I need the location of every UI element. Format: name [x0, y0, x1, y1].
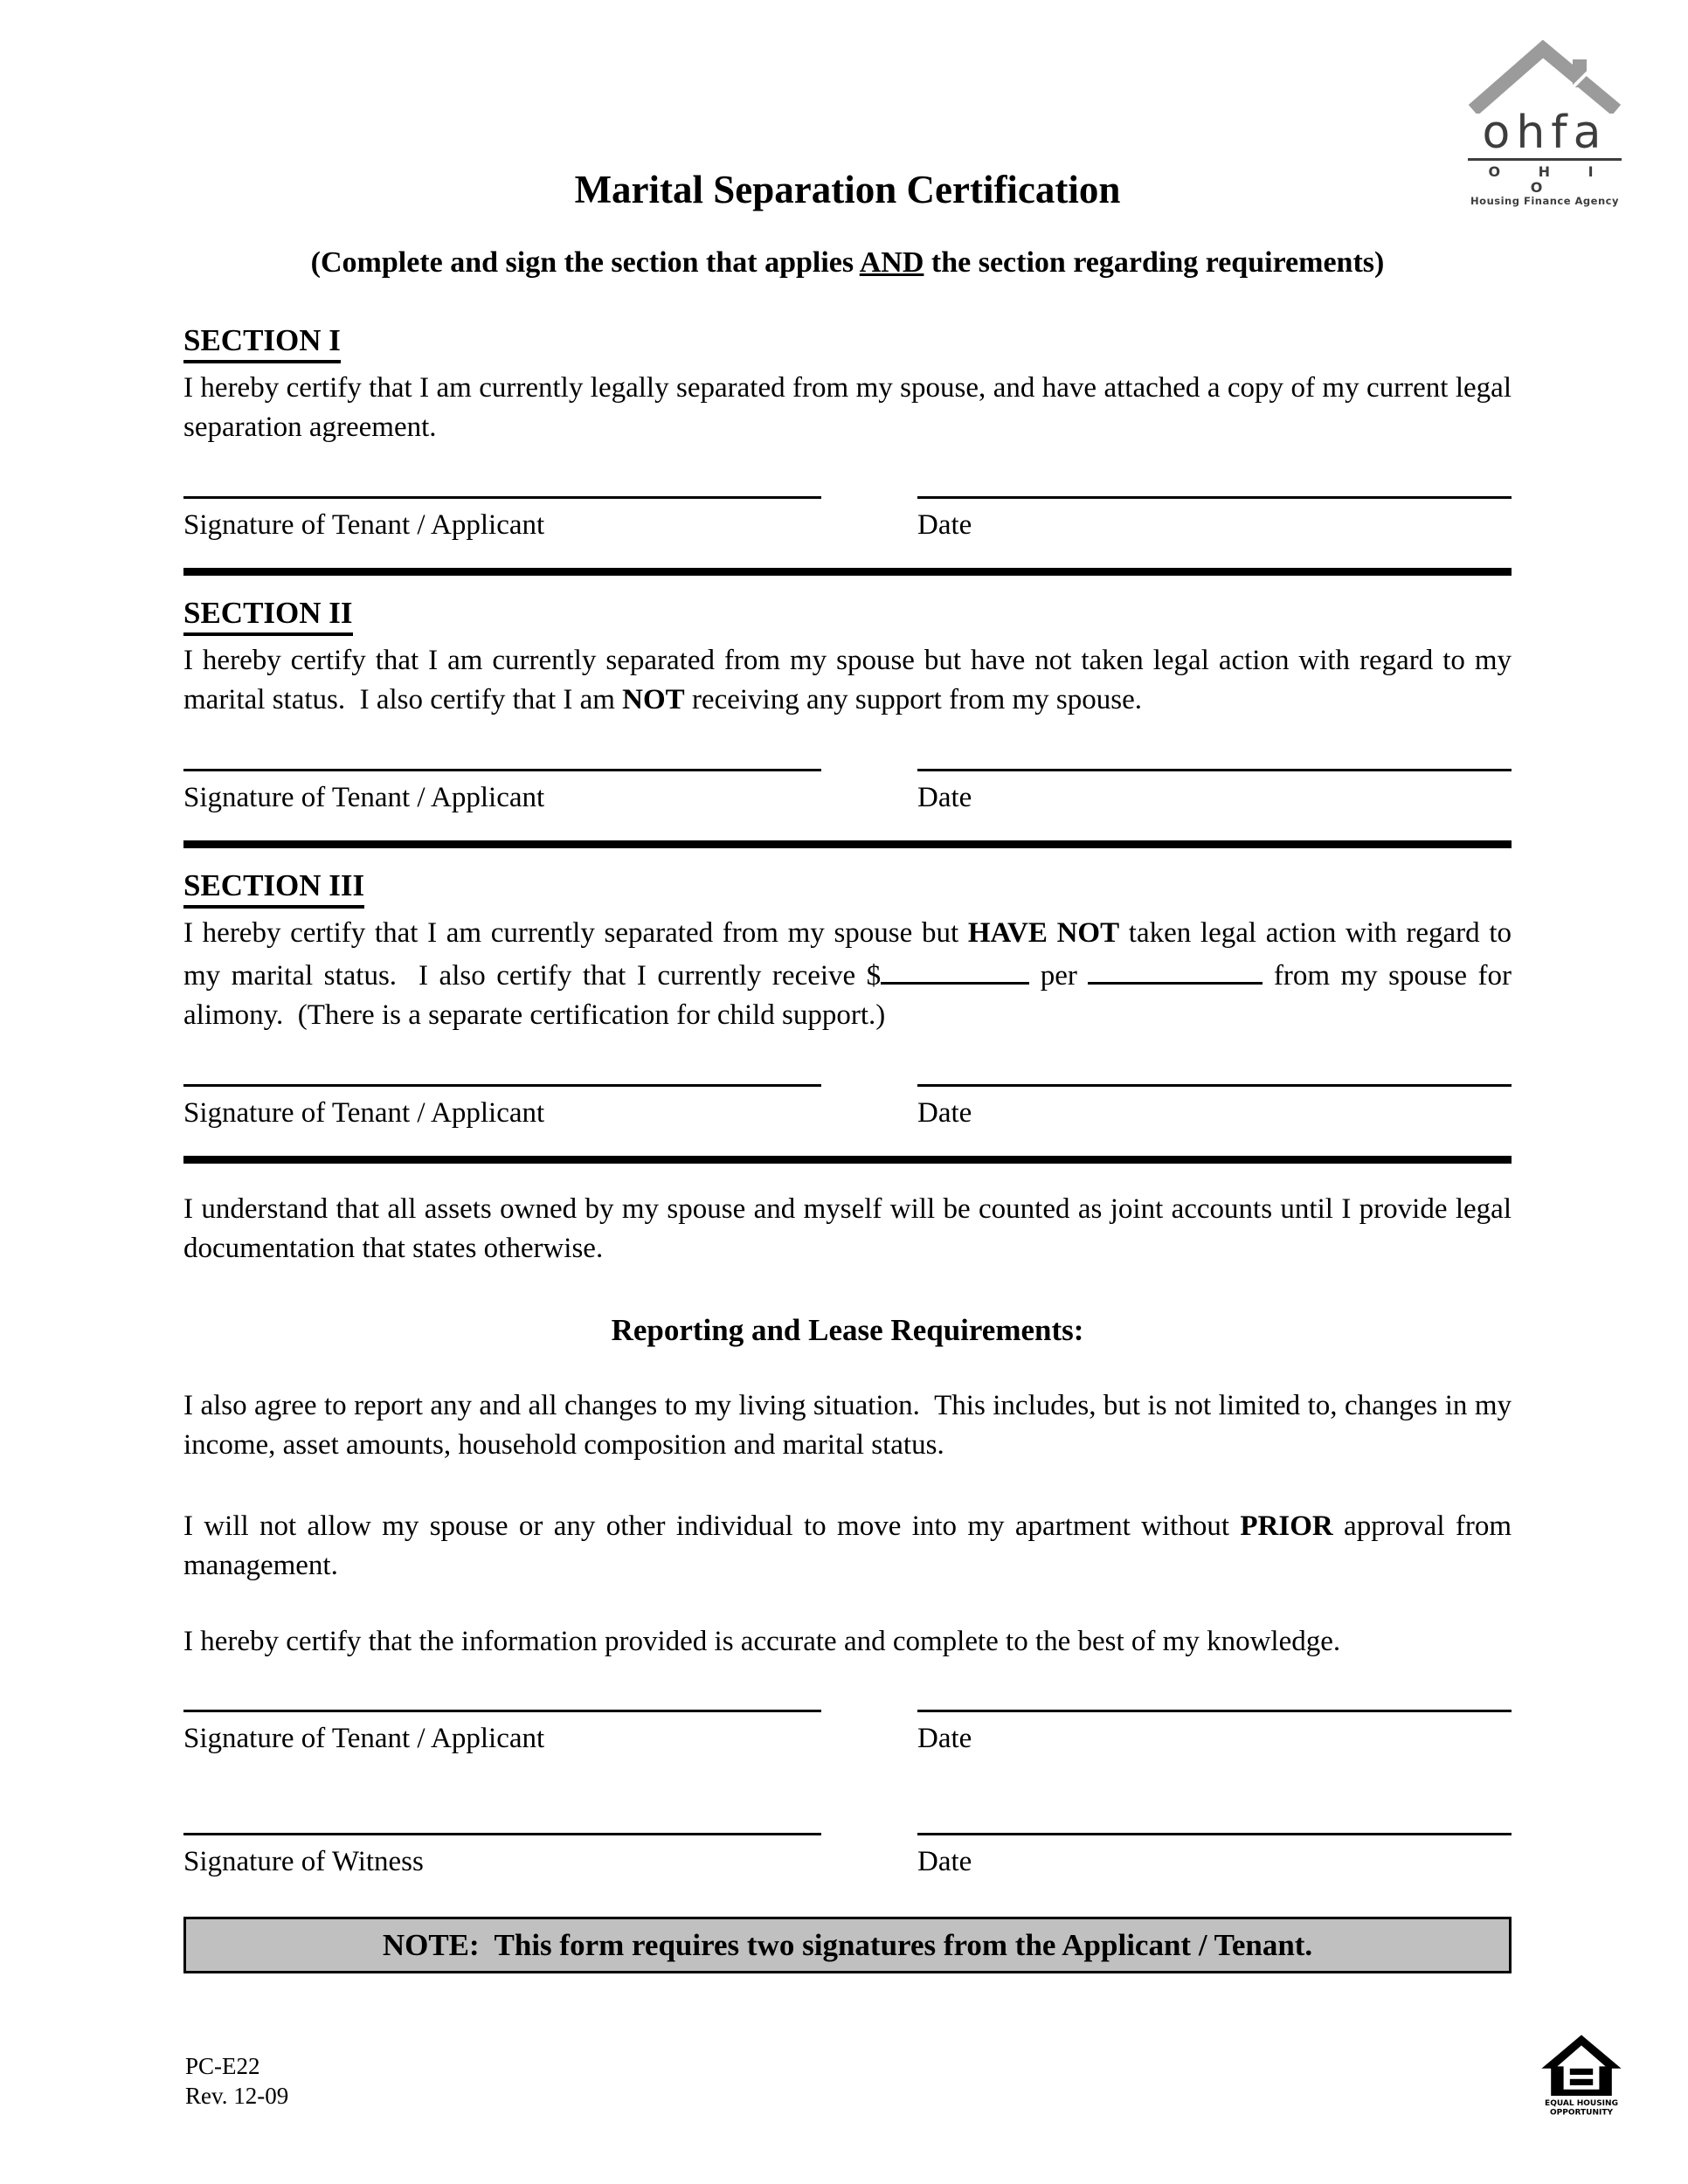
section-2-signature-row [183, 769, 1512, 818]
section-divider [183, 1156, 1512, 1164]
signature-label: Signature of Tenant / Applicant [183, 1097, 545, 1129]
ohfa-brand-text: ohfa [1482, 107, 1608, 159]
section-3-body: I hereby certify that I am currently separated from my spouse but HAVE NOT taken legal action with regard to my marital status. I also certify that I currently receive $ per from my spouse for alimony. (There is a separate certification for child support.) [183, 917, 1519, 1031]
section-1-body: I hereby certify that I am currently legally separated from my spouse, and have attached a copy of my current legal separation agreement. [183, 372, 1519, 443]
page-subtitle: (Complete and sign the section that applies AND the section regarding requirements) [310, 246, 1385, 279]
form-number: PC-E22 [185, 2053, 260, 2079]
date-line[interactable] [917, 769, 1512, 771]
date-label: Date [917, 1723, 972, 1754]
date-block [917, 1084, 1512, 1133]
signature-block [183, 1833, 821, 1882]
equal-housing-logo [1539, 2033, 1623, 2121]
requirements-paragraph-1: I also agree to report any and all changes to my living situation. This includes, but is not limited to, changes in my income, asset amounts, household composition and marital status. [183, 1390, 1519, 1461]
section-1-heading: SECTION I [183, 322, 1512, 363]
page-title: Marital Separation Certification [574, 168, 1121, 211]
form-revision: Rev. 12-09 [185, 2083, 289, 2109]
signature-block [183, 1084, 821, 1133]
signature-label: Signature of Witness [183, 1846, 424, 1877]
assets-statement: I understand that all assets owned by my spouse and myself will be counted as joint accounts until I provide legal documentation that states otherwise. [183, 1193, 1519, 1264]
signature-line[interactable] [183, 496, 821, 499]
date-line[interactable] [917, 1084, 1512, 1087]
date-label: Date [917, 509, 972, 541]
signature-block [183, 1710, 821, 1759]
ohfa-logo [1457, 40, 1632, 207]
section-divider [183, 568, 1512, 576]
svg-text:OPPORTUNITY: OPPORTUNITY [1549, 2108, 1614, 2117]
signature-label: Signature of Tenant / Applicant [183, 509, 545, 541]
final-signature-row [183, 1710, 1512, 1759]
date-block [917, 1833, 1512, 1882]
date-block [917, 769, 1512, 818]
section-1-signature-row [183, 496, 1512, 545]
section-2-body: I hereby certify that I am currently separated from my spouse but have not taken legal action with regard to my marital status. I also certify that I am NOT receiving any support from my spouse. [183, 645, 1519, 715]
signature-label: Signature of Tenant / Applicant [183, 1723, 545, 1754]
signature-label: Signature of Tenant / Applicant [183, 782, 545, 813]
signature-line[interactable] [183, 1084, 821, 1087]
section-3-signature-row [183, 1084, 1512, 1133]
date-block [917, 496, 1512, 545]
form-id [185, 2051, 288, 2111]
witness-signature-row [183, 1833, 1512, 1882]
fill-in-blank[interactable] [1088, 953, 1263, 985]
section-divider [183, 840, 1512, 848]
date-label: Date [917, 782, 972, 813]
note-box: NOTE: This form requires two signatures from the Applicant / Tenant. [183, 1917, 1512, 1973]
date-line[interactable] [917, 1710, 1512, 1712]
signature-line[interactable] [183, 1710, 821, 1712]
requirements-paragraph-2: I will not allow my spouse or any other individual to move into my apartment without PRIOR approval from management. [183, 1510, 1519, 1581]
signature-line[interactable] [183, 769, 821, 771]
ohfa-agency-text: Housing Finance Agency [1470, 195, 1619, 207]
ohfa-state-text: O H I O [1488, 163, 1610, 196]
svg-text:EQUAL HOUSING: EQUAL HOUSING [1545, 2098, 1618, 2108]
signature-block [183, 496, 821, 545]
roof-icon [1457, 40, 1632, 114]
requirements-heading: Reporting and Lease Requirements: [611, 1313, 1084, 1347]
section-3-heading: SECTION III [183, 867, 1512, 909]
signature-block [183, 769, 821, 818]
fill-in-blank[interactable] [881, 953, 1029, 985]
date-label: Date [917, 1846, 972, 1877]
equal-housing-icon [1539, 2033, 1623, 2117]
date-line[interactable] [917, 1833, 1512, 1835]
section-2-heading: SECTION II [183, 595, 1512, 636]
signature-line[interactable] [183, 1833, 821, 1835]
requirements-paragraph-3: I hereby certify that the information provided is accurate and complete to the best of my knowledge. [183, 1626, 1341, 1657]
date-block [917, 1710, 1512, 1759]
date-line[interactable] [917, 496, 1512, 499]
date-label: Date [917, 1097, 972, 1129]
